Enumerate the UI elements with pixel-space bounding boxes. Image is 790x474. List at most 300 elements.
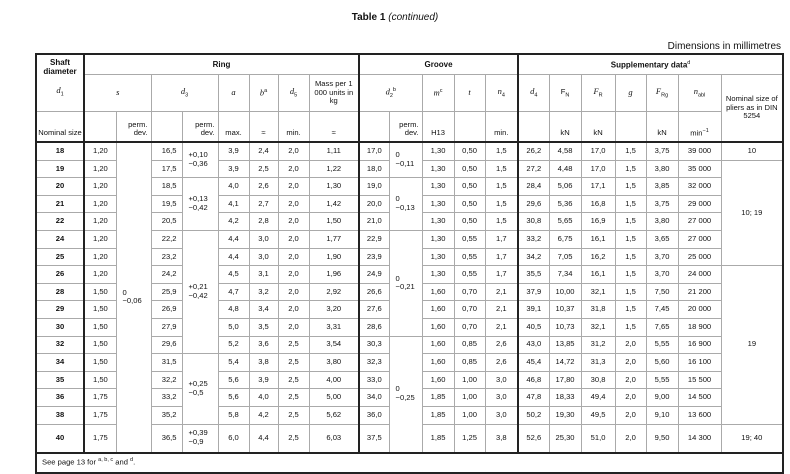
a-cell: 4,1 [218, 195, 249, 213]
d3-cell: 22,2 [151, 230, 182, 248]
d5-header: $d_5$ [278, 75, 309, 112]
s-cell: 1,75 [84, 406, 116, 424]
d3-dev-perm-dev [182, 178, 218, 231]
fn-cell: 7,05 [549, 248, 581, 266]
fr-cell: 16,8 [581, 195, 615, 213]
d4-cell: 30,8 [518, 213, 549, 231]
pliers-size-cell: 19 [721, 266, 783, 424]
n4-cell: 1,7 [485, 248, 518, 266]
fn-cell: 18,33 [549, 389, 581, 407]
shaft-cell: 21 [36, 195, 84, 213]
a-cell: 4,2 [218, 213, 249, 231]
table-body [36, 142, 783, 453]
d5-cell: 2,0 [278, 213, 309, 231]
m-cell: 1,85 [422, 389, 454, 407]
frg-unit: kN [646, 112, 678, 143]
a-cell: 4,7 [218, 283, 249, 301]
d3-cell: 29,6 [151, 336, 182, 354]
d4-header: $d_4$ [518, 75, 549, 112]
b-cell: 3,4 [249, 301, 278, 319]
d2-cell: 26,6 [359, 283, 389, 301]
dev-lower: −0,21 [395, 282, 415, 292]
mass-cell: 1,42 [309, 195, 359, 213]
fr-cell: 17,0 [581, 142, 615, 160]
nabl-cell: 27 000 [678, 213, 721, 231]
b-cell: 4,0 [249, 389, 278, 407]
dev-lower: −0,06 [122, 296, 142, 306]
dev-upper: 0 [395, 150, 400, 160]
n4-cell: 1,5 [485, 195, 518, 213]
d2-header: $d_2^b$ [359, 75, 422, 112]
t-cell: 0,85 [454, 336, 485, 354]
d2-cell: 24,9 [359, 266, 389, 284]
a-cell: 3,9 [218, 142, 249, 160]
b-cell: 2,7 [249, 195, 278, 213]
fn-cell: 7,34 [549, 266, 581, 284]
nominal-size-label: Nominal size [36, 112, 84, 143]
a-unit: max. [218, 112, 249, 143]
fr-cell: 16,2 [581, 248, 615, 266]
fr-cell: 16,1 [581, 266, 615, 284]
m-header: $m^c$ [422, 75, 454, 112]
b-cell: 4,2 [249, 406, 278, 424]
m-cell: 1,60 [422, 371, 454, 389]
pliers-header: Nominal size of pliers as in DIN 5254 [721, 75, 783, 143]
shaft-cell: 26 [36, 266, 84, 284]
dimensions-table [35, 53, 784, 474]
g-unit [615, 112, 646, 143]
mass-cell: 1,96 [309, 266, 359, 284]
g-cell: 2,0 [615, 354, 646, 372]
frg-cell: 7,45 [646, 301, 678, 319]
b-header: $b^a$ [249, 75, 278, 112]
d3-cell: 27,9 [151, 318, 182, 336]
shaft-cell: 34 [36, 354, 84, 372]
frg-cell: 3,70 [646, 248, 678, 266]
t-cell: 0,85 [454, 354, 485, 372]
t-cell: 1,00 [454, 371, 485, 389]
shaft-cell: 20 [36, 178, 84, 196]
fr-cell: 17,1 [581, 178, 615, 196]
fn-cell: 5,06 [549, 178, 581, 196]
frg-cell: 5,55 [646, 336, 678, 354]
fn-cell: 14,72 [549, 354, 581, 372]
fn-cell: 10,73 [549, 318, 581, 336]
pliers-size-cell: 10 [721, 142, 783, 160]
a-cell: 3,9 [218, 160, 249, 178]
shaft-cell: 30 [36, 318, 84, 336]
fn-cell: 17,80 [549, 371, 581, 389]
d3-cell: 19,5 [151, 195, 182, 213]
d5-cell: 2,0 [278, 248, 309, 266]
d2-cell: 23,9 [359, 248, 389, 266]
d2-cell: 22,9 [359, 230, 389, 248]
s-cell: 1,50 [84, 318, 116, 336]
s-cell: 1,50 [84, 354, 116, 372]
shaft-cell: 19 [36, 160, 84, 178]
d3-cell: 32,2 [151, 371, 182, 389]
d3-dev-perm-dev [182, 354, 218, 424]
d3-cell: 23,2 [151, 248, 182, 266]
fn-cell: 4,48 [549, 160, 581, 178]
n4-cell: 3,0 [485, 406, 518, 424]
n4-cell: 1,7 [485, 266, 518, 284]
g-cell: 1,5 [615, 195, 646, 213]
d3-cell: 16,5 [151, 142, 182, 160]
fr-cell: 31,2 [581, 336, 615, 354]
nabl-cell: 18 900 [678, 318, 721, 336]
dev-upper: +0,39 [188, 428, 208, 438]
t-cell: 0,70 [454, 301, 485, 319]
fr-cell: 49,5 [581, 406, 615, 424]
d4-cell: 29,6 [518, 195, 549, 213]
n4-unit: min. [485, 112, 518, 143]
d2-cell: 33,0 [359, 371, 389, 389]
shaft-cell: 35 [36, 371, 84, 389]
d2-cell: 17,0 [359, 142, 389, 160]
frg-cell: 3,65 [646, 230, 678, 248]
table-title [0, 12, 790, 23]
b-cell: 3,2 [249, 283, 278, 301]
d5-cell: 2,5 [278, 389, 309, 407]
mass-cell: 1,50 [309, 213, 359, 231]
fr-cell: 32,1 [581, 318, 615, 336]
m-cell: 1,30 [422, 248, 454, 266]
d4-cell: 50,2 [518, 406, 549, 424]
d3-dev-perm-dev [182, 230, 218, 353]
s-dev-perm-dev [116, 142, 151, 453]
b-cell: 4,4 [249, 424, 278, 453]
t-cell: 0,55 [454, 248, 485, 266]
g-cell: 1,5 [615, 230, 646, 248]
frg-cell: 5,60 [646, 354, 678, 372]
n4-cell: 1,5 [485, 160, 518, 178]
nabl-cell: 15 500 [678, 371, 721, 389]
a-cell: 5,6 [218, 389, 249, 407]
nabl-cell: 35 000 [678, 160, 721, 178]
d2-cell: 19,0 [359, 178, 389, 196]
title-text: Table 1 [351, 12, 386, 23]
m-unit: H13 [422, 112, 454, 143]
t-cell: 0,70 [454, 318, 485, 336]
d4-cell: 33,2 [518, 230, 549, 248]
fn-unit: kN [549, 112, 581, 143]
t-cell: 0,55 [454, 230, 485, 248]
shaft-cell: 25 [36, 248, 84, 266]
supplementary-header: Supplementary data$^d$ [518, 54, 783, 75]
t-cell: 0,55 [454, 266, 485, 284]
d5-cell: 2,0 [278, 195, 309, 213]
d2-dev-perm-dev [389, 142, 422, 178]
frg-cell: 3,75 [646, 142, 678, 160]
footnote: See page 13 for $^{a, b, c}$ and $^d$. [36, 453, 783, 473]
b-cell: 3,0 [249, 248, 278, 266]
frg-cell: 3,85 [646, 178, 678, 196]
frg-cell: 3,80 [646, 160, 678, 178]
g-cell: 2,0 [615, 389, 646, 407]
b-cell: 3,8 [249, 354, 278, 372]
fr-cell: 16,9 [581, 213, 615, 231]
frg-cell: 5,55 [646, 371, 678, 389]
shaft-diameter-header: Shaft diameter $d_1$ [36, 54, 84, 112]
dev-upper: +0,10 [188, 150, 208, 160]
nabl-cell: 14 500 [678, 389, 721, 407]
fr-cell: 31,8 [581, 301, 615, 319]
b-cell: 2,6 [249, 178, 278, 196]
dev-lower: −0,13 [395, 203, 415, 213]
fr-unit: kN [581, 112, 615, 143]
table-row [36, 142, 783, 160]
m-cell: 1,60 [422, 336, 454, 354]
n4-cell: 2,1 [485, 283, 518, 301]
d3-cell: 24,2 [151, 266, 182, 284]
mass-cell: 3,80 [309, 354, 359, 372]
g-header: g [615, 75, 646, 112]
a-cell: 5,0 [218, 318, 249, 336]
fr-cell: 32,1 [581, 283, 615, 301]
d3-cell: 17,5 [151, 160, 182, 178]
dev-upper: 0 [395, 273, 400, 283]
mass-cell: 5,00 [309, 389, 359, 407]
m-cell: 1,30 [422, 266, 454, 284]
s-cell: 1,75 [84, 424, 116, 453]
nabl-header: $n_{abl}$ [678, 75, 721, 112]
d3-cell: 26,9 [151, 301, 182, 319]
fn-cell: 10,00 [549, 283, 581, 301]
g-cell: 1,5 [615, 213, 646, 231]
d4-cell: 40,5 [518, 318, 549, 336]
frg-cell: 3,80 [646, 213, 678, 231]
dev-lower: −0,42 [188, 203, 208, 213]
frg-cell: 9,50 [646, 424, 678, 453]
nabl-cell: 27 000 [678, 230, 721, 248]
s-cell: 1,50 [84, 371, 116, 389]
fn-cell: 19,30 [549, 406, 581, 424]
d3-cell: 31,5 [151, 354, 182, 372]
nabl-cell: 24 000 [678, 266, 721, 284]
fn-header: $F_N$ [549, 75, 581, 112]
d2-cell: 28,6 [359, 318, 389, 336]
t-cell: 0,50 [454, 213, 485, 231]
dimensions-note: Dimensions in millimetres [667, 41, 781, 52]
frg-cell: 7,50 [646, 283, 678, 301]
b-cell: 2,4 [249, 142, 278, 160]
frg-cell: 9,00 [646, 389, 678, 407]
g-cell: 1,5 [615, 160, 646, 178]
m-cell: 1,30 [422, 160, 454, 178]
m-cell: 1,60 [422, 301, 454, 319]
a-cell: 4,5 [218, 266, 249, 284]
d2-cell: 36,0 [359, 406, 389, 424]
nabl-cell: 14 300 [678, 424, 721, 453]
m-cell: 1,30 [422, 195, 454, 213]
s-cell: 1,20 [84, 178, 116, 196]
g-cell: 1,5 [615, 283, 646, 301]
fn-cell: 5,36 [549, 195, 581, 213]
mass-cell: 1,22 [309, 160, 359, 178]
n4-cell: 3,0 [485, 389, 518, 407]
d3-cell: 33,2 [151, 389, 182, 407]
m-cell: 1,60 [422, 354, 454, 372]
t-cell: 0,50 [454, 160, 485, 178]
d2-cell: 37,5 [359, 424, 389, 453]
n4-header: $n_4$ [485, 75, 518, 112]
g-cell: 1,5 [615, 266, 646, 284]
shaft-cell: 38 [36, 406, 84, 424]
g-cell: 2,0 [615, 336, 646, 354]
n4-cell: 2,1 [485, 301, 518, 319]
dev-lower: −0,9 [188, 437, 204, 446]
d2-dev-perm-dev [389, 178, 422, 231]
b-cell: 2,8 [249, 213, 278, 231]
d4-unit [518, 112, 549, 143]
m-cell: 1,30 [422, 230, 454, 248]
d2-cell: 21,0 [359, 213, 389, 231]
s-cell: 1,20 [84, 213, 116, 231]
m-cell: 1,60 [422, 318, 454, 336]
fn-cell: 25,30 [549, 424, 581, 453]
b-cell: 3,9 [249, 371, 278, 389]
d5-cell: 2,0 [278, 266, 309, 284]
nabl-cell: 20 000 [678, 301, 721, 319]
d2-perm-dev-label: perm. dev. [389, 112, 422, 143]
s-cell: 1,20 [84, 266, 116, 284]
a-cell: 4,0 [218, 178, 249, 196]
g-cell: 1,5 [615, 301, 646, 319]
t-cell: 0,70 [454, 283, 485, 301]
fr-cell: 49,4 [581, 389, 615, 407]
shaft-cell: 18 [36, 142, 84, 160]
d5-cell: 2,5 [278, 336, 309, 354]
s-cell: 1,50 [84, 336, 116, 354]
d3-cell: 18,5 [151, 178, 182, 196]
nabl-cell: 16 100 [678, 354, 721, 372]
d3-unit [151, 112, 182, 143]
d5-cell: 2,0 [278, 318, 309, 336]
shaft-cell: 36 [36, 389, 84, 407]
a-cell: 5,8 [218, 406, 249, 424]
d4-cell: 39,1 [518, 301, 549, 319]
n4-cell: 1,5 [485, 142, 518, 160]
pliers-size-cell: 10; 19 [721, 160, 783, 266]
mass-cell: 3,54 [309, 336, 359, 354]
mass-cell: 5,62 [309, 406, 359, 424]
d4-cell: 46,8 [518, 371, 549, 389]
d4-cell: 37,9 [518, 283, 549, 301]
fn-cell: 4,58 [549, 142, 581, 160]
fn-cell: 13,85 [549, 336, 581, 354]
a-cell: 5,4 [218, 354, 249, 372]
mass-cell: 3,20 [309, 301, 359, 319]
n4-cell: 3,0 [485, 371, 518, 389]
d2-dev-perm-dev [389, 336, 422, 452]
dev-lower: −0,5 [188, 387, 204, 397]
mass-cell: 1,90 [309, 248, 359, 266]
g-cell: 2,0 [615, 424, 646, 453]
mass-cell: 1,30 [309, 178, 359, 196]
s-perm-dev-label: perm. dev. [116, 112, 151, 143]
mass-cell: 1,11 [309, 142, 359, 160]
s-cell: 1,20 [84, 230, 116, 248]
frg-header: $F_{Rg}$ [646, 75, 678, 112]
fr-header: $F_R$ [581, 75, 615, 112]
d2-cell: 34,0 [359, 389, 389, 407]
b-cell: 3,1 [249, 266, 278, 284]
d4-cell: 26,2 [518, 142, 549, 160]
d5-cell: 2,0 [278, 230, 309, 248]
shaft-cell: 22 [36, 213, 84, 231]
shaft-cell: 29 [36, 301, 84, 319]
s-cell: 1,20 [84, 195, 116, 213]
dev-lower: −0,11 [395, 159, 415, 169]
d2-cell: 27,6 [359, 301, 389, 319]
dev-lower: −0,36 [188, 159, 208, 169]
s-cell: 1,75 [84, 389, 116, 407]
d5-cell: 2,0 [278, 301, 309, 319]
d5-cell: 2,5 [278, 371, 309, 389]
n4-cell: 1,5 [485, 213, 518, 231]
mass-cell: 3,31 [309, 318, 359, 336]
fn-cell: 10,37 [549, 301, 581, 319]
s-cell: 1,50 [84, 283, 116, 301]
d4-cell: 43,0 [518, 336, 549, 354]
d5-unit: min. [278, 112, 309, 143]
d3-cell: 25,9 [151, 283, 182, 301]
d4-cell: 35,5 [518, 266, 549, 284]
d4-cell: 52,6 [518, 424, 549, 453]
frg-cell: 3,75 [646, 195, 678, 213]
m-cell: 1,30 [422, 142, 454, 160]
s-cell: 1,20 [84, 142, 116, 160]
t-header: t [454, 75, 485, 112]
s-cell: 1,20 [84, 248, 116, 266]
m-cell: 1,30 [422, 213, 454, 231]
d3-dev-perm-dev [182, 424, 218, 453]
s-header: s [84, 75, 151, 112]
nabl-cell: 32 000 [678, 178, 721, 196]
d4-cell: 28,4 [518, 178, 549, 196]
d5-cell: 2,0 [278, 160, 309, 178]
a-cell: 4,8 [218, 301, 249, 319]
t-cell: 1,00 [454, 389, 485, 407]
frg-cell: 3,70 [646, 266, 678, 284]
nabl-cell: 39 000 [678, 142, 721, 160]
d2-dev-perm-dev [389, 230, 422, 336]
a-cell: 4,4 [218, 248, 249, 266]
mass-header: Mass per 1 000 units in kg [309, 75, 359, 112]
nabl-cell: 21 200 [678, 283, 721, 301]
shaft-cell: 32 [36, 336, 84, 354]
mass-cell: 1,77 [309, 230, 359, 248]
d3-cell: 36,5 [151, 424, 182, 453]
s-unit [84, 112, 116, 143]
ring-header: Ring [84, 54, 359, 75]
dev-upper: 0 [395, 384, 400, 394]
d5-cell: 2,0 [278, 142, 309, 160]
dev-lower: −0,25 [395, 393, 415, 403]
n4-cell: 2,6 [485, 336, 518, 354]
dev-upper: +0,25 [188, 379, 208, 389]
g-cell: 2,0 [615, 371, 646, 389]
b-cell: 2,5 [249, 160, 278, 178]
m-cell: 1,30 [422, 178, 454, 196]
d2-cell: 20,0 [359, 195, 389, 213]
shaft-cell: 24 [36, 230, 84, 248]
fr-cell: 17,0 [581, 160, 615, 178]
dev-upper: +0,13 [188, 194, 208, 204]
t-unit [454, 112, 485, 143]
d2-cell: 32,3 [359, 354, 389, 372]
